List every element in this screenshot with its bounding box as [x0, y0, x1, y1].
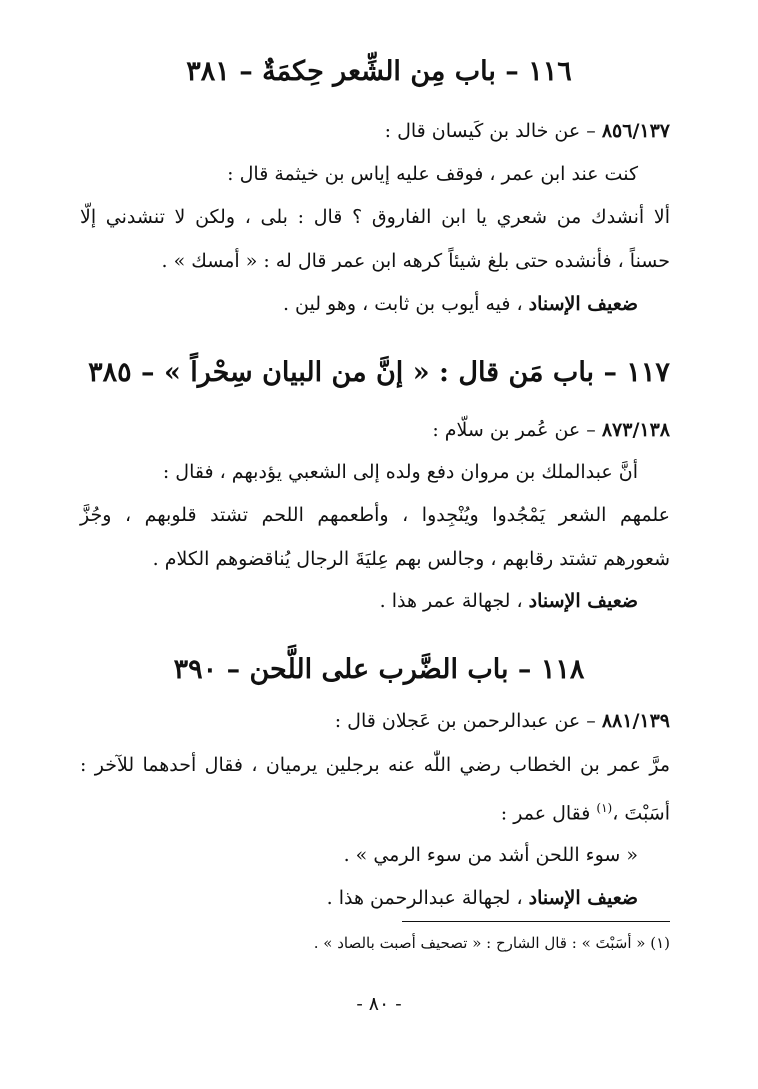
- chapter-heading-116: ١١٦ – باب مِن الشِّعر حِكمَةٌ – ٣٨١: [186, 56, 572, 87]
- hadith-number: ٨٥٦/١٣٧: [601, 120, 670, 142]
- hadith-137-intro: [80, 117, 670, 145]
- grade-label: ضعيف الإسناد: [528, 293, 638, 315]
- hadith-138-intro: [80, 416, 670, 444]
- chapter-heading-118: ١١٨ – باب الضَّرب على اللَّحن – ٣٩٠: [173, 654, 585, 685]
- hadith-number: ٨٨١/١٣٩: [601, 710, 670, 732]
- hadith-139-grade: [78, 884, 638, 912]
- chapter-heading-117: ١١٧ – باب مَن قال : « إنَّ من البيان سِحْراً » – ٣٨٥: [88, 357, 670, 388]
- grade-label: ضعيف الإسناد: [528, 887, 638, 909]
- grade-text: ، لجهالة عمر هذا .: [379, 590, 529, 612]
- page-number: - ٨٠ -: [356, 993, 402, 1015]
- grade-label: ضعيف الإسناد: [528, 590, 638, 612]
- hadith-139-intro: [80, 707, 670, 735]
- footnote-divider: [402, 921, 670, 922]
- hadith-137-line-1: كنت عند ابن عمر ، فوقف عليه إياس بن خيثمة قال :: [227, 163, 638, 185]
- footnote-marker: (١): [596, 801, 613, 815]
- hadith-139-line-1: مرَّ عمر بن الخطاب رضي اللّٰه عنه برجلين يرميان ، فقال أحدهما للآخر :: [80, 754, 670, 776]
- hadith-138-grade: [78, 587, 638, 615]
- hadith-137-grade: [78, 290, 638, 318]
- hadith-138-line-3: شعورهم تشتد رقابهم ، وجالس بهم عِليَةَ الرجال يُناقضوهم الكلام .: [152, 548, 670, 570]
- quoted-word: أسَبْتَ ،: [612, 802, 670, 825]
- hadith-number: ٨٧٣/١٣٨: [601, 419, 670, 441]
- hadith-138-line-1: أنَّ عبدالملك بن مروان دفع ولده إلى الشعبي يؤدبهم ، فقال :: [162, 461, 638, 483]
- grade-text: ، لجهالة عبدالرحمن هذا .: [326, 887, 529, 909]
- hadith-intro-text: – عن عبدالرحمن بن عَجلان قال :: [334, 710, 602, 732]
- hadith-139-line-2: [80, 794, 670, 827]
- hadith-intro-text: – عن خالد بن كَيسان قال :: [384, 120, 602, 142]
- hadith-139-line-3: « سوء اللحن أشد من سوء الرمي » .: [343, 844, 638, 866]
- hadith-138-line-2: علمهم الشعر يَمْجُدوا ويُنْجِدوا ، وأطعمهم اللحم تشتد قلوبهم ، وجُزَّ: [80, 504, 670, 526]
- line-text: فقال عمر :: [500, 802, 597, 825]
- grade-text: ، فيه أيوب بن ثابت ، وهو لين .: [282, 293, 529, 315]
- hadith-137-line-3: حسناً ، فأنشده حتى بلغ شيئاً كرهه ابن عمر قال له : « أمسك » .: [161, 250, 670, 272]
- hadith-intro-text: – عن عُمر بن سلّام :: [432, 419, 602, 441]
- hadith-137-line-2: ألا أنشدك من شعري يا ابن الفاروق ؟ قال : بلى ، ولكن لا تنشدني إلّا: [80, 206, 670, 228]
- footnote: (١) « أسَبْتَ » : قال الشارح : « تصحيف أصبت بالصاد » .: [313, 934, 670, 952]
